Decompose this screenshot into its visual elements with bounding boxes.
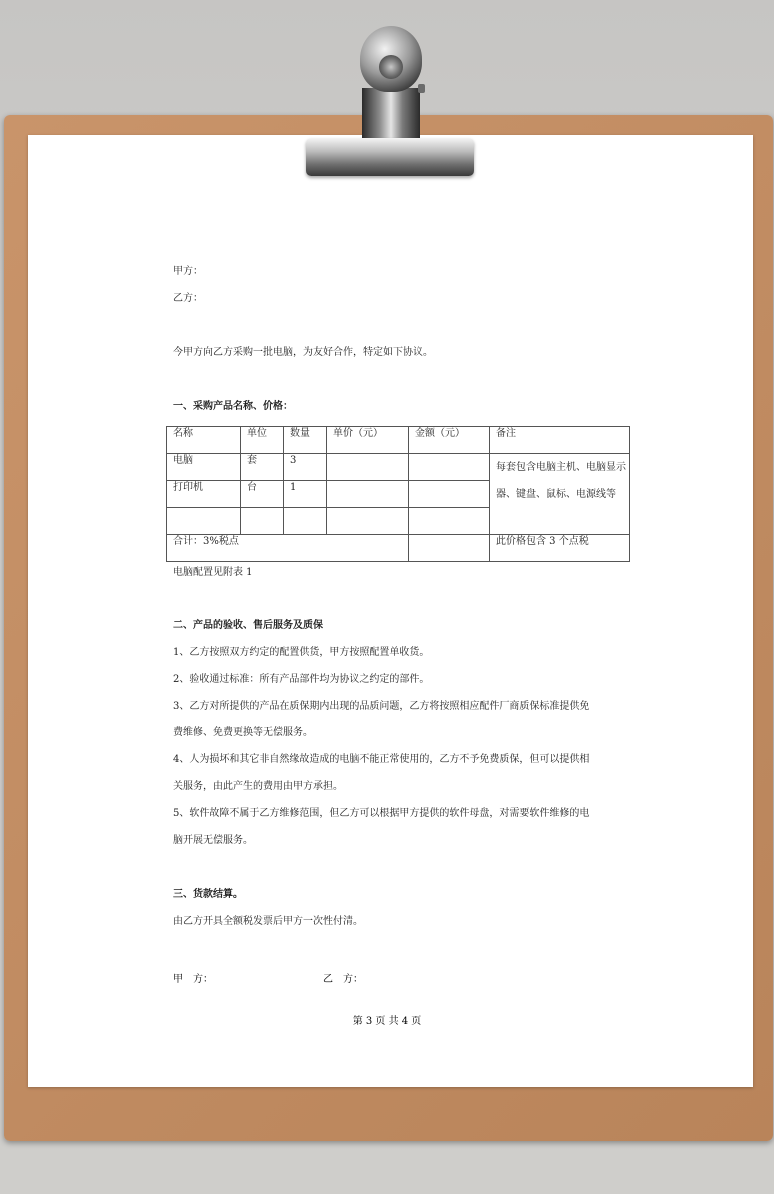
table-cell (284, 508, 327, 535)
table-total-amount (409, 535, 490, 562)
section2-item: 3、乙方对所提供的产品在质保期内出现的品质问题，乙方将按照相应配件厂商质保标准提供免 (173, 701, 590, 712)
table-header-cell: 单价（元） (327, 427, 409, 454)
table-cell: 电脑 (167, 454, 241, 481)
section2-title: 二、产品的验收、售后服务及质保 (173, 620, 323, 631)
party-b-label: 乙方： (173, 293, 203, 304)
table-cell (409, 481, 490, 508)
section2-item: 关服务，由此产生的费用由甲方承担。 (173, 781, 343, 792)
table-header-cell: 金额（元） (409, 427, 490, 454)
paper-sheet (28, 135, 753, 1087)
section2-item: 5、软件故障不属于乙方维修范围，但乙方可以根据甲方提供的软件母盘，对需要软件维修的电 (173, 808, 590, 819)
page-number: 第 3 页 共 4 页 (352, 1016, 422, 1027)
table-header-cell: 备注 (490, 427, 630, 454)
table-total-label: 合计：3%税点 (167, 535, 409, 562)
table-cell: 打印机 (167, 481, 241, 508)
table-header-cell: 数量 (284, 427, 327, 454)
table-total-note: 此价格包含 3 个点税 (490, 535, 630, 562)
table-total-row (167, 535, 630, 562)
section1-title: 一、采购产品名称、价格： (173, 401, 293, 412)
table-row (167, 454, 630, 481)
table-header-row (167, 427, 630, 454)
table-note-cell: 每套包含电脑主机、电脑显示器、键盘、鼠标、电源线等 (490, 454, 630, 535)
table-cell: 套 (241, 454, 284, 481)
table-header-cell: 名称 (167, 427, 241, 454)
clip-bar (306, 138, 474, 176)
table-cell: 台 (241, 481, 284, 508)
signature-party-a: 甲 方： (173, 974, 213, 985)
section2-item: 1、乙方按照双方约定的配置供货，甲方按照配置单收货。 (173, 647, 430, 658)
product-table (166, 426, 630, 562)
table-cell (409, 508, 490, 535)
table-cell (409, 454, 490, 481)
section2-item: 4、人为损坏和其它非自然缘故造成的电脑不能正常使用的，乙方不予免费质保，但可以提供相 (173, 754, 590, 765)
table-cell (327, 508, 409, 535)
clip-neck (362, 88, 420, 143)
table-header-cell: 单位 (241, 427, 284, 454)
section1-footnote: 电脑配置见附表 1 (173, 567, 253, 578)
table-cell: 3 (284, 454, 327, 481)
table-cell (167, 508, 241, 535)
table-cell (241, 508, 284, 535)
table-cell: 1 (284, 481, 327, 508)
section3-title: 三、货款结算。 (173, 889, 243, 900)
signature-party-b: 乙 方： (323, 974, 363, 985)
section2-item: 脑开展无偿服务。 (173, 835, 253, 846)
section2-item: 2、验收通过标准：所有产品部件均为协议之约定的部件。 (173, 674, 430, 685)
table-cell (327, 481, 409, 508)
section3-body: 由乙方开具全额税发票后甲方一次性付清。 (173, 916, 363, 927)
clip-pin (418, 84, 425, 93)
table-cell (327, 454, 409, 481)
intro-text: 今甲方向乙方采购一批电脑，为友好合作，特定如下协议。 (173, 347, 433, 358)
section2-item: 费维修、免费更换等无偿服务。 (173, 727, 313, 738)
clip-hole (379, 55, 403, 79)
party-a-label: 甲方： (173, 266, 203, 277)
